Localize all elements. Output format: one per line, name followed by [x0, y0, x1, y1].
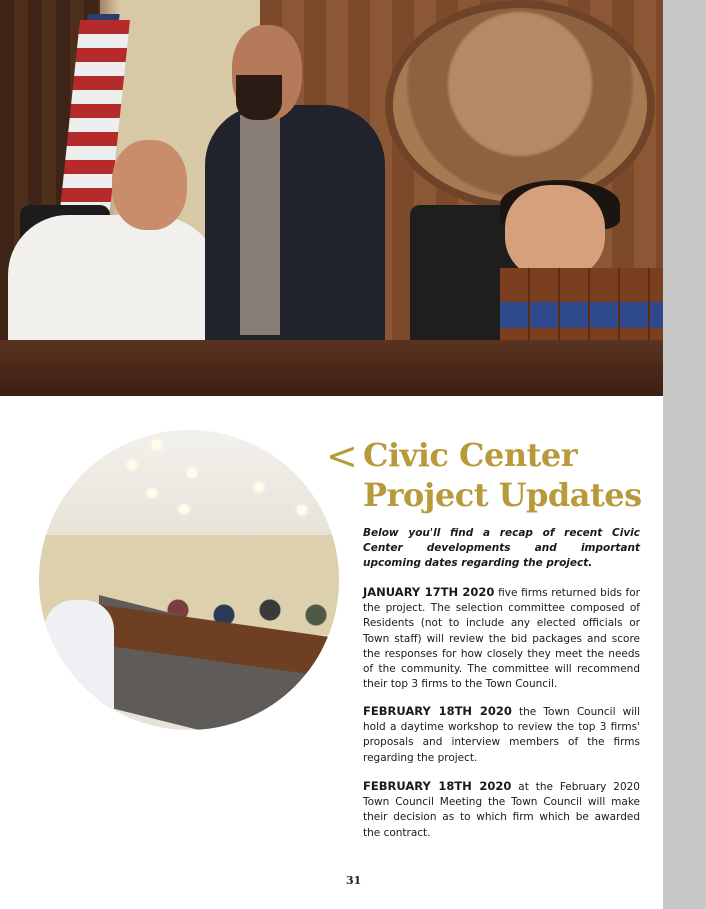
update-text: at the February 2020 Town Council Meeting the Town Council will make their decision as to which firm which be awarded the contract. [363, 781, 640, 839]
update-text: five firms returned bids for the project. The selection committee composed of Residents (not to include any elected officials or Town staff) will review the bid packages and score the responses for how closely they meet the needs of the community. The committee will recommend their top 3 firms to the Town Council. [363, 587, 640, 691]
title-line-1: Civic Center [363, 436, 578, 474]
page-number: 31 [346, 874, 362, 887]
update-text: the Town Council will hold a daytime workshop to review the top 3 firms' proposals and interview members of the firms regarding the project. [363, 706, 640, 764]
chevron-left-icon: < [326, 434, 358, 478]
title-line-2: Project Updates [363, 476, 642, 514]
town-seal-image [385, 0, 655, 210]
hero-photo [0, 0, 663, 396]
update-paragraph [363, 779, 640, 841]
intro-paragraph: Below you'll find a recap of recent Civic Center developments and important upcoming dates regarding the project. [363, 527, 640, 570]
meeting-room-photo [39, 430, 339, 730]
scrollbar[interactable] [663, 0, 706, 909]
update-paragraph [363, 585, 640, 692]
update-date: FEBRUARY 18TH 2020 [363, 704, 512, 718]
update-date: FEBRUARY 18TH 2020 [363, 779, 512, 793]
update-date: JANUARY 17TH 2020 [363, 585, 495, 599]
update-paragraph [363, 704, 640, 766]
